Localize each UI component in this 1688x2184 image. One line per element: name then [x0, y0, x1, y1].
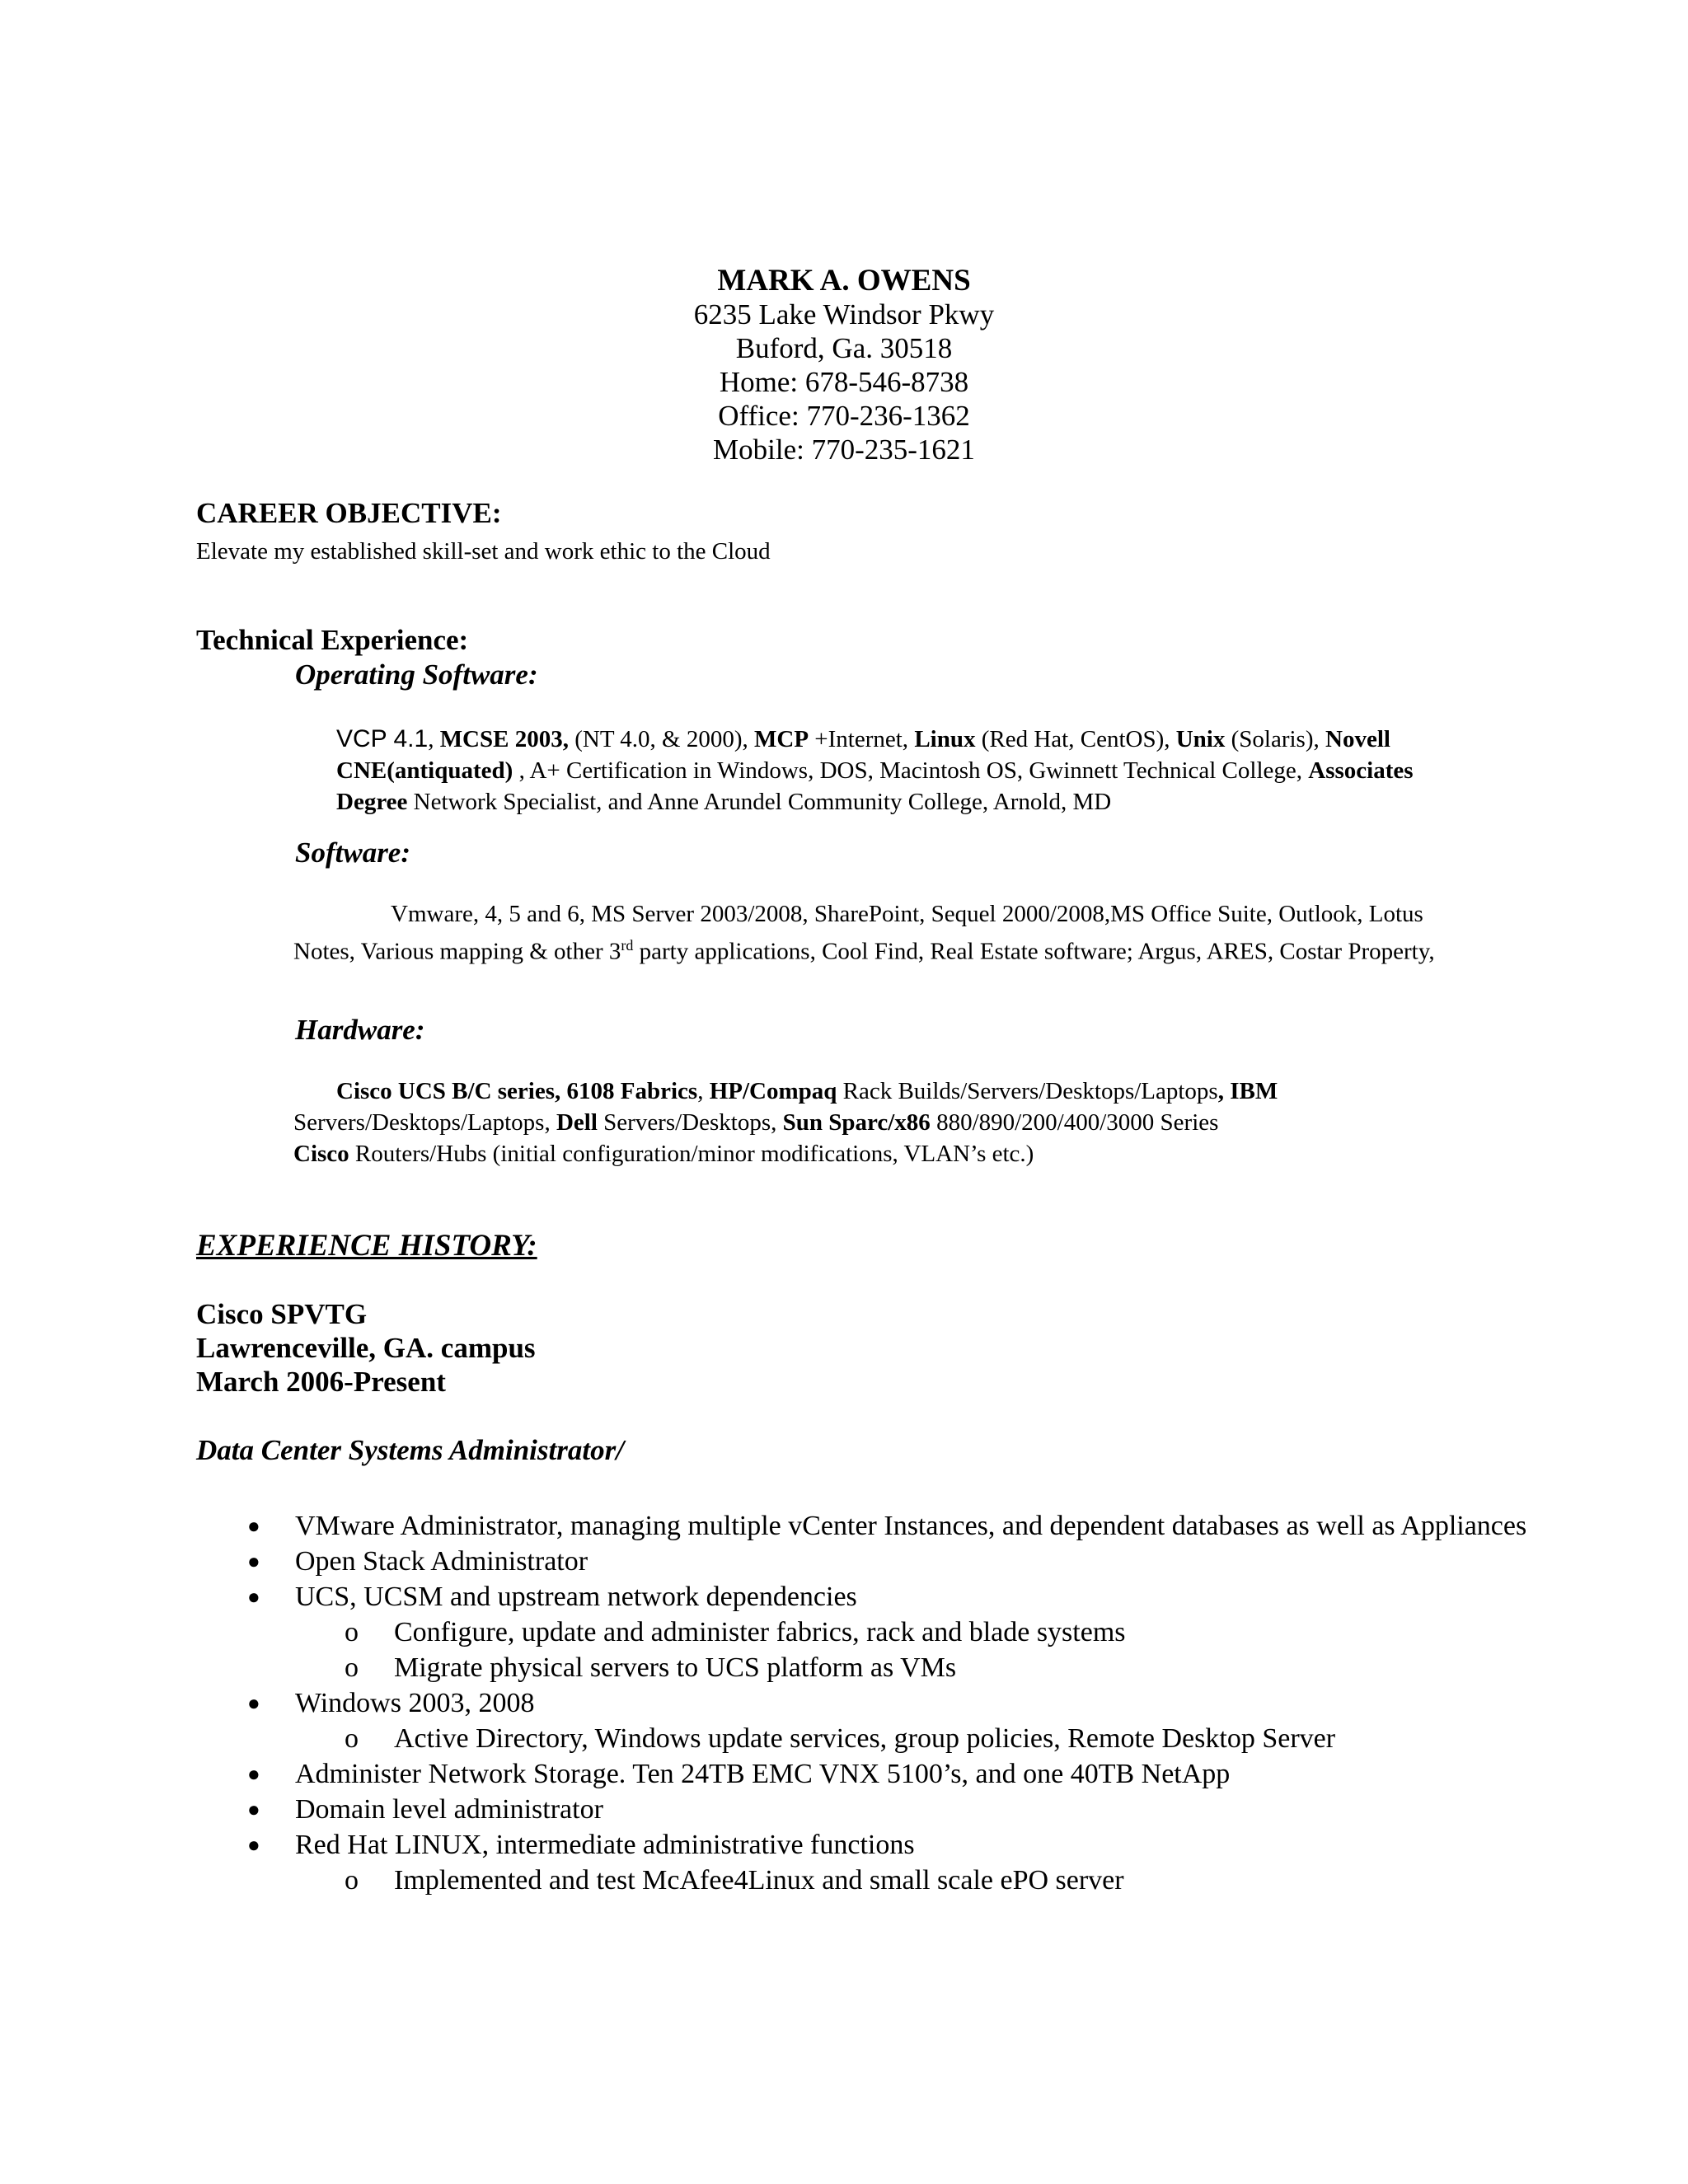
- text-run: Routers/Hubs (initial configuration/minor modifications, VLAN’s etc.): [349, 1141, 1034, 1167]
- candidate-name: MARK A. OWENS: [717, 264, 971, 298]
- employment-dates: March 2006-Present: [196, 1366, 446, 1398]
- novell-cert: Novell CNE(antiquated): [336, 726, 1390, 784]
- hp-compaq: HP/Compaq: [709, 1078, 837, 1104]
- duty-text: UCS, UCSM and upstream network dependencies: [295, 1582, 857, 1612]
- company-location: Lawrenceville, GA. campus: [196, 1332, 536, 1364]
- experience-history-heading: EXPERIENCE HISTORY:: [196, 1229, 537, 1263]
- bullet-icon: ●: [247, 1514, 260, 1538]
- operating-software-text: [336, 724, 1490, 818]
- sub-bullet-icon: o: [345, 1652, 359, 1683]
- duty-text: Red Hat LINUX, intermediate administrative functions: [295, 1830, 915, 1860]
- duty-subitem: [242, 1721, 1528, 1756]
- cisco: Cisco: [293, 1141, 349, 1167]
- text-run: Servers/Desktops,: [597, 1109, 783, 1136]
- text-run: Network Specialist, and Anne Arundel Community College, Arnold, MD: [407, 789, 1112, 815]
- superscript: rd: [621, 937, 634, 954]
- text-run: Vmware, 4, 5 and 6, MS Server 2003/2008, SharePoint, Sequel 2000/2008,MS Office Suite, Outlook, Lotus Notes, Various mapping & other 3: [293, 901, 1423, 965]
- duty-item: [242, 1827, 1528, 1863]
- linux-skill: Linux: [914, 726, 976, 752]
- bullet-icon: ●: [247, 1833, 260, 1857]
- dell: Dell: [556, 1109, 598, 1136]
- duty-item: [242, 1792, 1528, 1827]
- duty-subitem-text: Configure, update and administer fabrics, rack and blade systems: [394, 1617, 1126, 1647]
- text-run: (Solaris),: [1225, 726, 1325, 752]
- duty-subitem-text: Implemented and test McAfee4Linux and small scale ePO server: [394, 1865, 1124, 1896]
- text-run: +Internet,: [809, 726, 915, 752]
- text-run: (NT 4.0, & 2000),: [568, 726, 754, 752]
- home-phone: Home: 678-546-8738: [719, 366, 969, 398]
- text-run: party applications, Cool Find, Real Estate software; Argus, ARES, Costar Property,: [633, 938, 1435, 965]
- duty-subitem: [242, 1615, 1528, 1650]
- address-line-2: Buford, Ga. 30518: [735, 332, 953, 364]
- company-name: Cisco SPVTG: [196, 1298, 368, 1330]
- mobile-phone: Mobile: 770-235-1621: [713, 434, 975, 466]
- vcp-cert: VCP 4.1: [336, 725, 429, 752]
- bullet-icon: ●: [247, 1762, 260, 1786]
- mcp-cert: MCP: [754, 726, 809, 752]
- objective-text: Elevate my established skill-set and work ethic to the Cloud: [196, 538, 771, 565]
- address-line-1: 6235 Lake Windsor Pkwy: [693, 298, 995, 330]
- operating-software-heading: Operating Software:: [295, 658, 538, 691]
- duties-list: [242, 1508, 1528, 1898]
- duty-subitem-text: Active Directory, Windows update services, group policies, Remote Desktop Server: [394, 1723, 1336, 1754]
- bullet-icon: ●: [247, 1797, 260, 1821]
- text-run: , A+ Certification in Windows, DOS, Macintosh OS, Gwinnett Technical College,: [513, 757, 1309, 784]
- software-text: [293, 898, 1464, 968]
- bullet-icon: ●: [247, 1549, 260, 1573]
- technical-experience-heading: Technical Experience:: [196, 624, 469, 656]
- duty-text: Windows 2003, 2008: [295, 1688, 535, 1718]
- contact-header: [0, 264, 1688, 466]
- unix-skill: Unix: [1175, 726, 1226, 752]
- duty-subitem-text: Migrate physical servers to UCS platform as VMs: [394, 1652, 957, 1683]
- text-run: ,: [428, 726, 440, 752]
- duty-text: Domain level administrator: [295, 1794, 603, 1825]
- duty-text: Open Stack Administrator: [295, 1546, 588, 1577]
- ibm: , IBM: [1217, 1078, 1278, 1104]
- duty-item: [242, 1508, 1528, 1544]
- hardware-text: [293, 1076, 1464, 1169]
- associates-degree: Associates Degree: [336, 757, 1414, 815]
- cisco-ucs: Cisco UCS B/C series, 6108 Fabrics: [336, 1078, 698, 1104]
- sub-bullet-icon: o: [345, 1617, 359, 1647]
- hardware-heading: Hardware:: [295, 1014, 425, 1046]
- bullet-icon: ●: [247, 1585, 260, 1609]
- job-title: Data Center Systems Administrator/: [196, 1434, 624, 1466]
- duty-item: [242, 1756, 1528, 1792]
- office-phone: Office: 770-236-1362: [718, 400, 970, 432]
- sub-bullet-icon: o: [345, 1865, 359, 1896]
- text-run: Servers/Desktops/Laptops,: [293, 1109, 556, 1136]
- objective-heading: CAREER OBJECTIVE:: [196, 497, 502, 529]
- text-run: 880/890/200/400/3000 Series: [930, 1109, 1219, 1136]
- software-heading: Software:: [295, 837, 410, 869]
- duty-item: [242, 1685, 1528, 1721]
- duty-subitem: [242, 1863, 1528, 1898]
- bullet-icon: ●: [247, 1691, 260, 1715]
- duty-text: VMware Administrator, managing multiple vCenter Instances, and dependent databases as well as Appliances: [295, 1511, 1527, 1541]
- text-run: Rack Builds/Servers/Desktops/Laptops: [837, 1078, 1218, 1104]
- duty-text: Administer Network Storage. Ten 24TB EMC VNX 5100’s, and one 40TB NetApp: [295, 1759, 1231, 1789]
- duty-item: [242, 1579, 1528, 1615]
- sun-sparc: Sun Sparc/x86: [782, 1109, 931, 1136]
- text-run: ,: [697, 1078, 710, 1104]
- mcse-cert: MCSE 2003,: [439, 726, 569, 752]
- duty-item: [242, 1544, 1528, 1579]
- text-run: (Red Hat, CentOS),: [975, 726, 1176, 752]
- sub-bullet-icon: o: [345, 1723, 359, 1754]
- duty-subitem: [242, 1650, 1528, 1685]
